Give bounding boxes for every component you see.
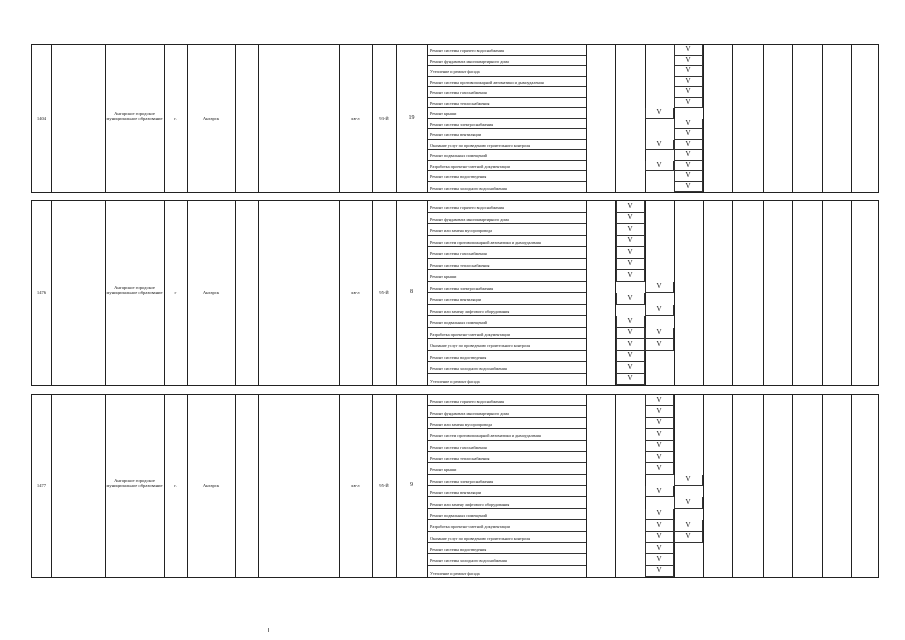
check-mark: V [627, 316, 633, 325]
locality-type: г. [174, 115, 177, 121]
check-mark: V [656, 395, 662, 404]
check-mark: V [685, 520, 691, 529]
column-divider [674, 395, 675, 577]
check-mark: V [656, 407, 662, 416]
column-divider [792, 45, 793, 192]
column-divider [732, 45, 733, 192]
column-divider [822, 45, 823, 192]
work-item: Ремонт фундамента многоквартирного дома [428, 406, 586, 417]
check-mark: V [627, 351, 633, 360]
district-type: кв-л [351, 483, 360, 488]
record-block [31, 44, 879, 193]
check-mark: V [656, 139, 662, 148]
check-mark: V [685, 55, 691, 64]
work-item: Ремонт крыши [428, 108, 586, 119]
house-number: 93-Й [379, 115, 389, 121]
check-mark: V [656, 328, 662, 337]
locality-name: Ангарск [202, 115, 220, 121]
check-mark: V [685, 150, 691, 159]
work-item: Ремонт системы электроснабжения [428, 475, 586, 486]
check-mark: V [627, 213, 633, 222]
column-divider [586, 45, 587, 192]
district-type: кв-л [351, 115, 360, 121]
work-item: Ремонт или замена мусоропровода [428, 418, 586, 429]
work-item: Ремонт системы горячего водоснабжения [428, 201, 586, 213]
works-count: 9 [410, 482, 413, 488]
district-type: кв-л [351, 290, 360, 295]
column-divider [763, 201, 764, 385]
check-mark: V [656, 160, 662, 169]
locality-type: г [174, 290, 177, 295]
column-divider [674, 201, 675, 385]
check-mark: V [656, 554, 662, 563]
record-block [31, 200, 879, 386]
locality-name: Ангарск [202, 483, 220, 488]
check-mark: V [685, 76, 691, 85]
page-mark [268, 628, 269, 632]
work-item: Ремонт системы газоснабжения [428, 247, 586, 259]
column-divider [732, 201, 733, 385]
work-item: Ремонт или замену лифтового оборудования [428, 305, 586, 317]
work-item: Разработка проектно-сметной документации [428, 161, 586, 172]
check-mark: V [685, 118, 691, 127]
check-mark: V [627, 236, 633, 245]
check-mark: V [656, 108, 662, 117]
column-divider [51, 45, 52, 192]
work-item: Ремонт системы противопожарной автоматики и дымоудаления [428, 77, 586, 88]
work-item: Оказание услуг по проведению строительного контроля [428, 140, 586, 151]
house-number: 95-Й [379, 483, 389, 488]
work-item: Разработка проектно-сметной документации [428, 328, 586, 340]
check-mark: V [685, 66, 691, 75]
column-divider [586, 395, 587, 577]
work-item: Ремонт фундамента многоквартирного дома [428, 56, 586, 67]
work-item: Ремонт систем противопожарной автоматики и дымоудаления [428, 236, 586, 248]
column-divider [763, 45, 764, 192]
column-divider [822, 201, 823, 385]
column-divider [586, 201, 587, 385]
work-item: Ремонт системы холодного водоснабжения [428, 362, 586, 374]
check-mark: V [685, 181, 691, 190]
check-mark: V [656, 486, 662, 495]
work-item: Ремонт системы вентиляции [428, 293, 586, 305]
work-item: Ремонт системы вентиляции [428, 129, 586, 140]
column-divider [792, 395, 793, 577]
check-mark: V [656, 305, 662, 314]
column-divider [235, 201, 236, 385]
work-item: Ремонт системы холодного водоснабжения [428, 554, 586, 565]
record-id: 1477 [36, 483, 47, 488]
check-mark: V [656, 282, 662, 291]
locality-type: г. [174, 483, 177, 488]
works-count: 8 [410, 289, 413, 295]
check-mark: V [656, 532, 662, 541]
work-item: Ремонт системы газоснабжения [428, 441, 586, 452]
column-divider [703, 395, 704, 577]
record-id: 1404 [36, 115, 47, 121]
work-item: Утепление и ремонт фасада [430, 378, 480, 384]
work-item: Ремонт систем противопожарной автоматики и дымоудаления [428, 429, 586, 440]
check-mark: V [685, 87, 691, 96]
record-id: 1476 [36, 290, 47, 295]
check-mark: V [685, 160, 691, 169]
work-item: Оказание услуг по проведению строительного контроля [428, 339, 586, 351]
column-divider [258, 201, 259, 385]
check-mark: V [627, 339, 633, 348]
column-divider [258, 395, 259, 577]
work-item: Ремонт системы вентиляции [428, 486, 586, 497]
column-divider [851, 395, 852, 577]
check-mark: V [685, 171, 691, 180]
check-mark: V [656, 452, 662, 461]
check-mark: V [627, 328, 633, 337]
work-item: Ремонт или замену лифтового оборудования [428, 497, 586, 508]
check-mark: V [656, 566, 662, 575]
work-item: Ремонт системы водоотведения [428, 543, 586, 554]
column-divider [51, 201, 52, 385]
check-mark: V [627, 201, 633, 210]
municipality-name: Ангарское городское муниципальное образование [106, 285, 163, 296]
work-item: Утепление и ремонт фасада [430, 570, 480, 576]
work-item: Ремонт системы теплоснабжения [428, 98, 586, 109]
check-mark: V [656, 509, 662, 518]
check-mark: V [627, 293, 633, 302]
municipality-name: Ангарское городское муниципальное образование [106, 110, 163, 121]
column-divider [763, 395, 764, 577]
column-divider [703, 45, 704, 192]
check-mark: V [685, 498, 691, 507]
work-item: Ремонт системы горячего водоснабжения [428, 395, 586, 406]
column-divider [851, 201, 852, 385]
work-item: Ремонт или замена мусоропровода [428, 224, 586, 236]
check-mark: V [685, 45, 691, 54]
column-divider [615, 45, 616, 192]
check-mark: V [627, 224, 633, 233]
house-number: 95-Й [379, 290, 389, 295]
work-item: Ремонт системы теплоснабжения [428, 259, 586, 271]
column-divider [615, 395, 616, 577]
work-item: Ремонт крыши [428, 463, 586, 474]
check-mark: V [627, 270, 633, 279]
work-item: Оказание услуг по проведению строительного контроля [428, 532, 586, 543]
municipality-name: Ангарское городское муниципальное образование [106, 478, 163, 489]
check-mark: V [656, 520, 662, 529]
check-mark: V [656, 429, 662, 438]
work-item: Ремонт системы теплоснабжения [428, 452, 586, 463]
check-mark: V [627, 247, 633, 256]
column-divider [792, 201, 793, 385]
column-divider [703, 201, 704, 385]
work-item: Ремонт фундамента многоквартирного дома [428, 213, 586, 225]
work-item: Ремонт системы горячего водоснабжения [428, 45, 586, 56]
check-mark: V [627, 374, 633, 383]
work-item: Утепление и ремонт фасада [428, 66, 586, 77]
work-item: Ремонт подвальных помещений [428, 150, 586, 161]
column-divider [645, 201, 646, 385]
check-mark: V [685, 97, 691, 106]
work-item: Ремонт подвальных помещений [428, 316, 586, 328]
work-item: Ремонт подвальных помещений [428, 509, 586, 520]
column-divider [851, 45, 852, 192]
work-item: Ремонт системы электроснабжения [428, 119, 586, 130]
check-mark: V [685, 139, 691, 148]
works-count: 19 [408, 114, 415, 121]
work-item: Ремонт системы водоотведения [428, 351, 586, 363]
check-mark: V [627, 362, 633, 371]
work-item: Разработка проектно-сметной документации [428, 520, 586, 531]
check-mark: V [685, 129, 691, 138]
check-mark: V [656, 543, 662, 552]
column-divider [235, 395, 236, 577]
work-item: Ремонт системы газоснабжения [428, 87, 586, 98]
column-divider [732, 395, 733, 577]
check-mark: V [685, 532, 691, 541]
work-item: Ремонт системы электроснабжения [428, 282, 586, 294]
locality-name: Ангарск [202, 290, 220, 295]
check-mark: V [627, 259, 633, 268]
check-mark: V [656, 418, 662, 427]
work-item: Ремонт системы холодного водоснабжения [430, 185, 507, 191]
check-mark: V [685, 475, 691, 484]
column-divider [235, 45, 236, 192]
column-divider [822, 395, 823, 577]
column-divider [51, 395, 52, 577]
column-divider [258, 45, 259, 192]
check-mark: V [656, 463, 662, 472]
check-mark: V [656, 441, 662, 450]
work-item: Ремонт системы водоотведения [428, 171, 586, 182]
check-mark: V [656, 339, 662, 348]
record-block [31, 394, 879, 578]
work-item: Ремонт крыши [428, 270, 586, 282]
